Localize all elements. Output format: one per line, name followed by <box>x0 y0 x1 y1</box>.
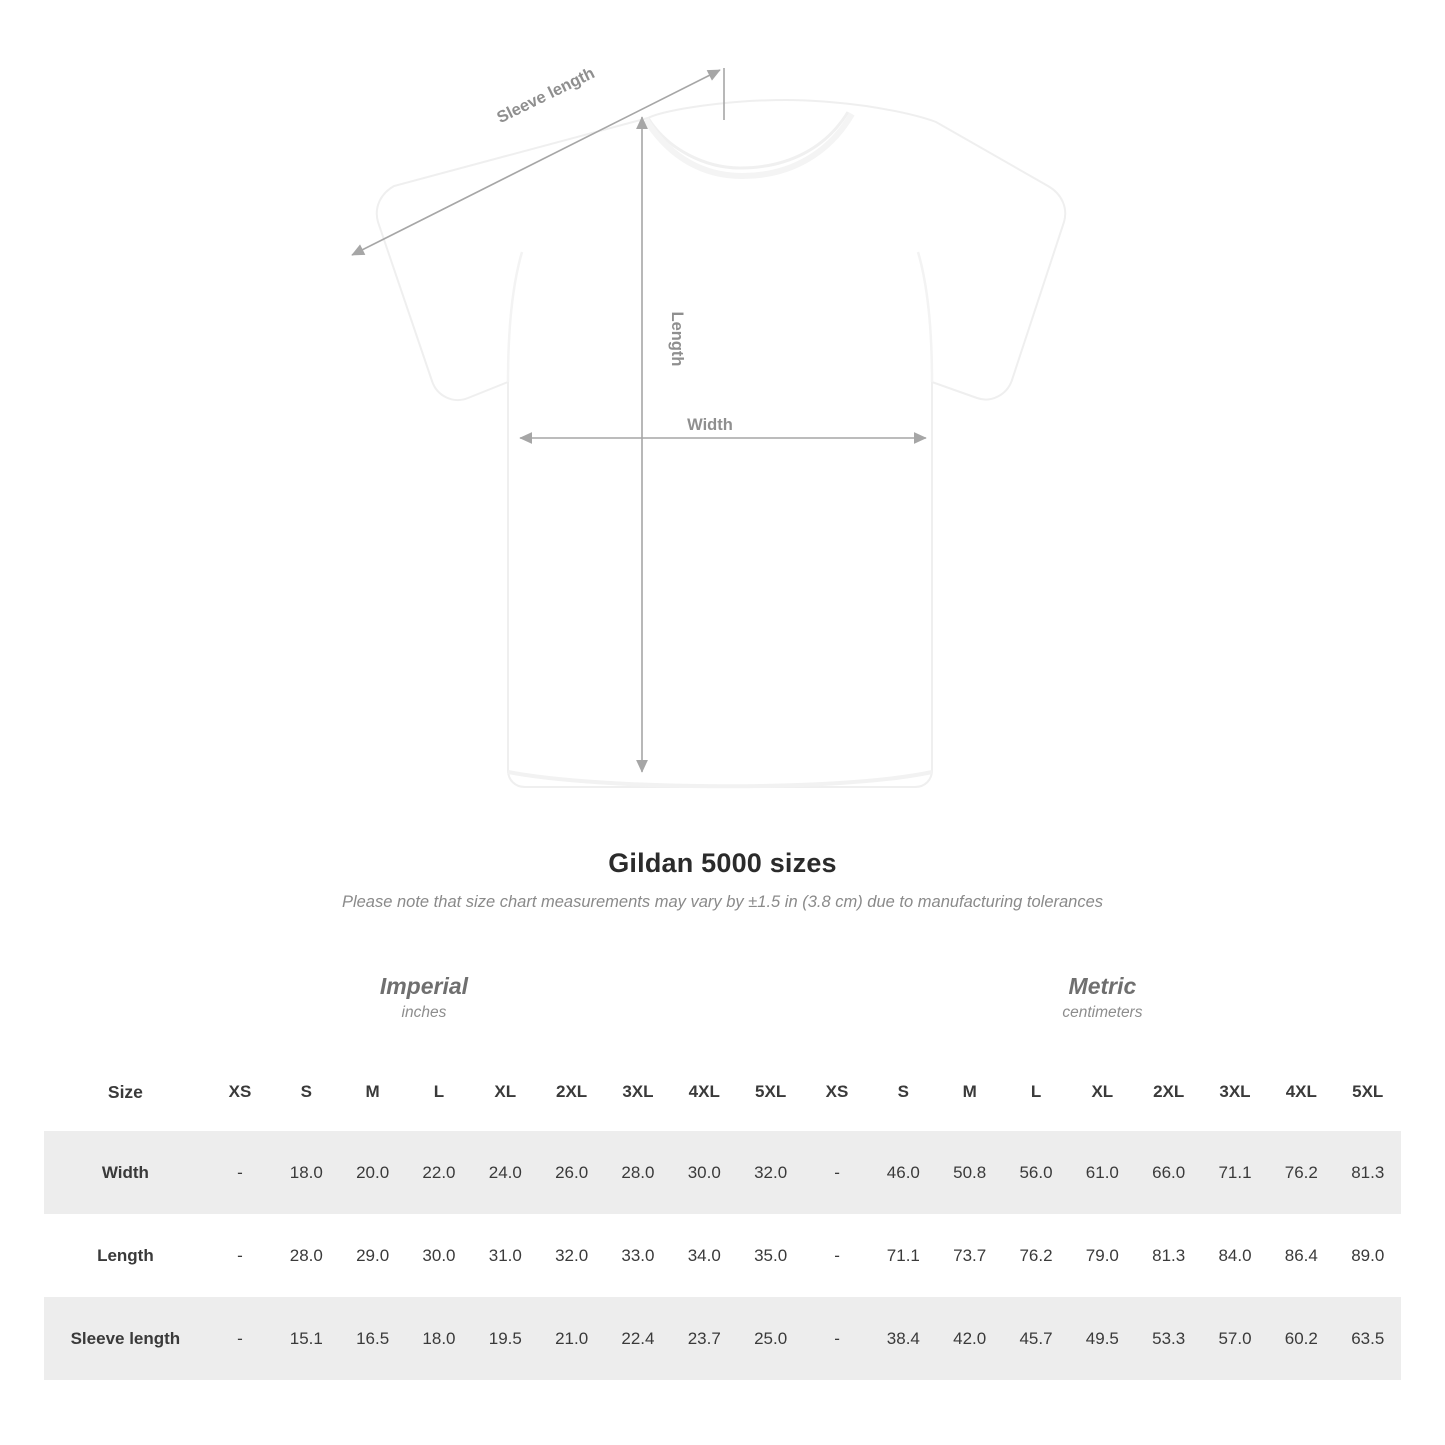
size-header-imperial-m: M <box>339 1053 405 1131</box>
cell-width-imperial-5xl: 32.0 <box>737 1131 803 1214</box>
cell-sleeve-metric-l: 45.7 <box>1003 1297 1069 1380</box>
size-header-imperial-5xl: 5XL <box>737 1053 803 1131</box>
cell-width-metric-3xl: 71.1 <box>1202 1131 1268 1214</box>
cell-width-imperial-m: 20.0 <box>339 1131 405 1214</box>
size-header-metric-3xl: 3XL <box>1202 1053 1268 1131</box>
imperial-unit-cell <box>44 943 804 1053</box>
cell-sleeve-metric-3xl: 57.0 <box>1202 1297 1268 1380</box>
size-header-metric-xs: XS <box>804 1053 870 1131</box>
metric-unit-name: Metric <box>1068 973 1137 999</box>
imperial-unit-name: Imperial <box>379 973 469 999</box>
cell-sleeve-metric-s: 38.4 <box>870 1297 936 1380</box>
cell-length-imperial-3xl: 33.0 <box>605 1214 671 1297</box>
cell-length-metric-3xl: 84.0 <box>1202 1214 1268 1297</box>
cell-sleeve-imperial-3xl: 22.4 <box>605 1297 671 1380</box>
table-row <box>44 1297 1401 1380</box>
cell-sleeve-metric-xl: 49.5 <box>1069 1297 1135 1380</box>
size-header-metric-4xl: 4XL <box>1268 1053 1334 1131</box>
cell-width-metric-l: 56.0 <box>1003 1131 1069 1214</box>
metric-unit-cell <box>804 943 1401 1053</box>
cell-width-imperial-xs: - <box>207 1131 273 1214</box>
metric-unit-sub: centimeters <box>1062 1003 1143 1021</box>
cell-sleeve-imperial-2xl: 21.0 <box>538 1297 604 1380</box>
cell-length-metric-l: 76.2 <box>1003 1214 1069 1297</box>
page-title: Gildan 5000 sizes <box>608 848 837 878</box>
unit-header-row <box>44 943 1401 1053</box>
cell-length-metric-s: 71.1 <box>870 1214 936 1297</box>
cell-width-metric-xs: - <box>804 1131 870 1214</box>
width-label: Width <box>687 416 733 434</box>
size-table <box>44 943 1401 1380</box>
size-header-imperial-xs: XS <box>207 1053 273 1131</box>
cell-width-metric-m: 50.8 <box>937 1131 1003 1214</box>
cell-length-imperial-2xl: 32.0 <box>538 1214 604 1297</box>
size-header-imperial-s: S <box>273 1053 339 1131</box>
cell-sleeve-imperial-xl: 19.5 <box>472 1297 538 1380</box>
cell-width-metric-s: 46.0 <box>870 1131 936 1214</box>
size-header-metric-l: L <box>1003 1053 1069 1131</box>
size-header-metric-xl: XL <box>1069 1053 1135 1131</box>
cell-sleeve-imperial-4xl: 23.7 <box>671 1297 737 1380</box>
row-label-width: Width <box>44 1131 207 1214</box>
cell-sleeve-imperial-m: 16.5 <box>339 1297 405 1380</box>
cell-width-metric-5xl: 81.3 <box>1334 1131 1401 1214</box>
cell-length-metric-2xl: 81.3 <box>1136 1214 1202 1297</box>
cell-sleeve-metric-m: 42.0 <box>937 1297 1003 1380</box>
size-header-imperial-l: L <box>406 1053 472 1131</box>
cell-width-metric-xl: 61.0 <box>1069 1131 1135 1214</box>
imperial-unit-sub: inches <box>401 1003 447 1021</box>
cell-sleeve-imperial-s: 15.1 <box>273 1297 339 1380</box>
tolerance-note: Please note that size chart measurements may vary by ±1.5 in (3.8 cm) due to manufacturing tolerances <box>341 893 1104 911</box>
length-label: Length <box>668 311 686 367</box>
row-label-sleeve-length: Sleeve length <box>44 1297 207 1380</box>
size-header-metric-2xl: 2XL <box>1136 1053 1202 1131</box>
size-header-imperial-2xl: 2XL <box>538 1053 604 1131</box>
cell-sleeve-metric-xs: - <box>804 1297 870 1380</box>
cell-sleeve-metric-5xl: 63.5 <box>1334 1297 1401 1380</box>
cell-width-imperial-2xl: 26.0 <box>538 1131 604 1214</box>
size-table-wrapper <box>44 943 1401 1380</box>
cell-width-metric-4xl: 76.2 <box>1268 1131 1334 1214</box>
row-label-length: Length <box>44 1214 207 1297</box>
size-header-metric-5xl: 5XL <box>1334 1053 1401 1131</box>
cell-width-imperial-l: 22.0 <box>406 1131 472 1214</box>
size-header-metric-s: S <box>870 1053 936 1131</box>
cell-width-imperial-s: 18.0 <box>273 1131 339 1214</box>
cell-sleeve-imperial-l: 18.0 <box>406 1297 472 1380</box>
table-row <box>44 1214 1401 1297</box>
cell-length-imperial-xl: 31.0 <box>472 1214 538 1297</box>
cell-length-metric-xl: 79.0 <box>1069 1214 1135 1297</box>
table-row <box>44 1131 1401 1214</box>
size-header-metric-m: M <box>937 1053 1003 1131</box>
cell-length-imperial-m: 29.0 <box>339 1214 405 1297</box>
size-header-imperial-xl: XL <box>472 1053 538 1131</box>
cell-length-metric-m: 73.7 <box>937 1214 1003 1297</box>
cell-length-metric-5xl: 89.0 <box>1334 1214 1401 1297</box>
sleeve-length-label: Sleeve length <box>494 64 598 127</box>
cell-sleeve-imperial-5xl: 25.0 <box>737 1297 803 1380</box>
cell-length-imperial-4xl: 34.0 <box>671 1214 737 1297</box>
cell-width-imperial-3xl: 28.0 <box>605 1131 671 1214</box>
cell-width-metric-2xl: 66.0 <box>1136 1131 1202 1214</box>
cell-length-imperial-5xl: 35.0 <box>737 1214 803 1297</box>
cell-sleeve-metric-4xl: 60.2 <box>1268 1297 1334 1380</box>
size-header-imperial-3xl: 3XL <box>605 1053 671 1131</box>
cell-length-imperial-s: 28.0 <box>273 1214 339 1297</box>
cell-width-imperial-4xl: 30.0 <box>671 1131 737 1214</box>
size-header-imperial-4xl: 4XL <box>671 1053 737 1131</box>
cell-length-metric-xs: - <box>804 1214 870 1297</box>
cell-width-imperial-xl: 24.0 <box>472 1131 538 1214</box>
cell-sleeve-imperial-xs: - <box>207 1297 273 1380</box>
cell-sleeve-metric-2xl: 53.3 <box>1136 1297 1202 1380</box>
cell-length-imperial-l: 30.0 <box>406 1214 472 1297</box>
cell-length-imperial-xs: - <box>207 1214 273 1297</box>
size-header-row <box>44 1053 1401 1131</box>
row-header-label: Size <box>44 1053 207 1131</box>
cell-length-metric-4xl: 86.4 <box>1268 1214 1334 1297</box>
tshirt-shape <box>377 100 1065 787</box>
